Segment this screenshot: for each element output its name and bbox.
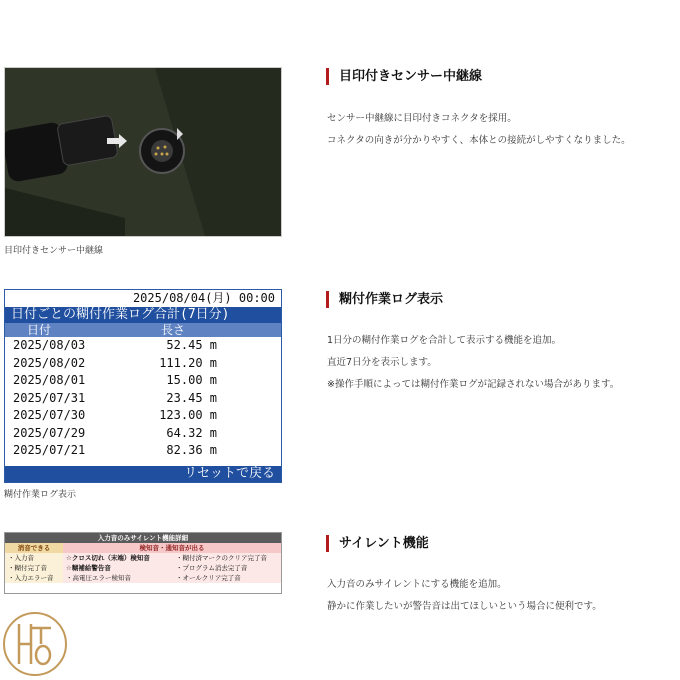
- screen-datetime: 2025/08/04(月) 00:00: [132, 291, 275, 305]
- body-line: 1日分の糊付作業ログを合計して表示する機能を追加。: [327, 335, 562, 346]
- log-row: [5, 407, 281, 425]
- row-length: 64.32 m: [166, 425, 217, 440]
- sound-item: ・オールクリア完了音: [176, 574, 241, 582]
- row-date: 2025/08/01: [13, 373, 86, 387]
- silent-function-table: [4, 532, 282, 594]
- body-line: 直近7日分を表示します。: [327, 357, 437, 368]
- log-row: [5, 425, 281, 443]
- row-length: 111.20 m: [159, 355, 217, 370]
- row-length: 23.45 m: [166, 390, 217, 405]
- body-line: 静かに作業したいが警告音は出てほしいという場合に便利です。: [327, 601, 602, 612]
- row-date: 2025/07/30: [13, 408, 86, 422]
- sound-header: 検知音・通知音が出る: [63, 543, 281, 553]
- screen-header: 日付ごとの糊付作業ログ合計(7日分): [5, 307, 281, 323]
- sound-item: ・糊付済マークのクリア完了音: [176, 554, 267, 562]
- table-body: [5, 553, 281, 583]
- row-date: 2025/07/31: [13, 390, 86, 405]
- row-length: 52.45 m: [166, 338, 217, 352]
- section-title-glue-log: 糊付作業ログ表示: [326, 291, 443, 308]
- body-line: 入力音のみサイレントにする機能を追加。: [327, 579, 507, 590]
- col-length: 長さ: [161, 323, 186, 337]
- section-body-silent: [327, 574, 602, 618]
- mute-item: ・入力音: [8, 554, 34, 562]
- body-line: センサー中継線に目印付きコネクタを採用。: [327, 113, 517, 124]
- sound-item: ・高電圧エラー検知音: [66, 574, 131, 582]
- row-length: 123.00 m: [159, 408, 217, 422]
- screen-columns: [5, 323, 281, 337]
- row-date: 2025/07/21: [13, 443, 86, 457]
- col-date: 日付: [27, 323, 52, 337]
- sound-item: ・プログラム消去完了音: [176, 564, 248, 572]
- log-row: [5, 372, 281, 390]
- sensor-cable-photo: [4, 67, 282, 237]
- sound-item: ☆糊補給警告音: [66, 564, 111, 572]
- log-caption: 糊付作業ログ表示: [4, 490, 77, 500]
- row-length: 82.36 m: [166, 443, 217, 457]
- section-body-sensor-cable: [327, 108, 631, 152]
- table-header: [5, 543, 281, 553]
- mute-item: ・糊付完了音: [8, 564, 47, 572]
- log-row: [5, 390, 281, 408]
- log-row: [5, 355, 281, 373]
- glue-log-screen: [4, 289, 282, 483]
- row-length: 15.00 m: [166, 373, 217, 387]
- row-date: 2025/08/02: [13, 355, 86, 370]
- log-row: [5, 442, 281, 460]
- brand-logo: [3, 612, 67, 676]
- body-line: コネクタの向きが分かりやすく、本体との接続がしやすくなりました。: [327, 135, 631, 146]
- sound-item: ☆クロス切れ（末端）検知音: [66, 554, 150, 562]
- section-title-sensor-cable: 目印付きセンサー中継線: [326, 68, 482, 85]
- body-line: ※操作手順によっては糊付作業ログが記録されない場合があります。: [327, 379, 620, 390]
- row-date: 2025/07/29: [13, 425, 86, 440]
- mute-header: 消音できる: [5, 543, 63, 553]
- row-date: 2025/08/03: [13, 338, 86, 352]
- section-title-silent: サイレント機能: [326, 535, 429, 552]
- photo-caption: 目印付きセンサー中継線: [4, 246, 104, 256]
- log-row: [5, 337, 281, 355]
- section-body-glue-log: [327, 330, 619, 396]
- mute-item: ・入力エラー音: [8, 574, 54, 582]
- table-title: 入力音のみサイレント機能詳細: [5, 533, 281, 543]
- reset-back-label: リセットで戻る: [5, 466, 281, 482]
